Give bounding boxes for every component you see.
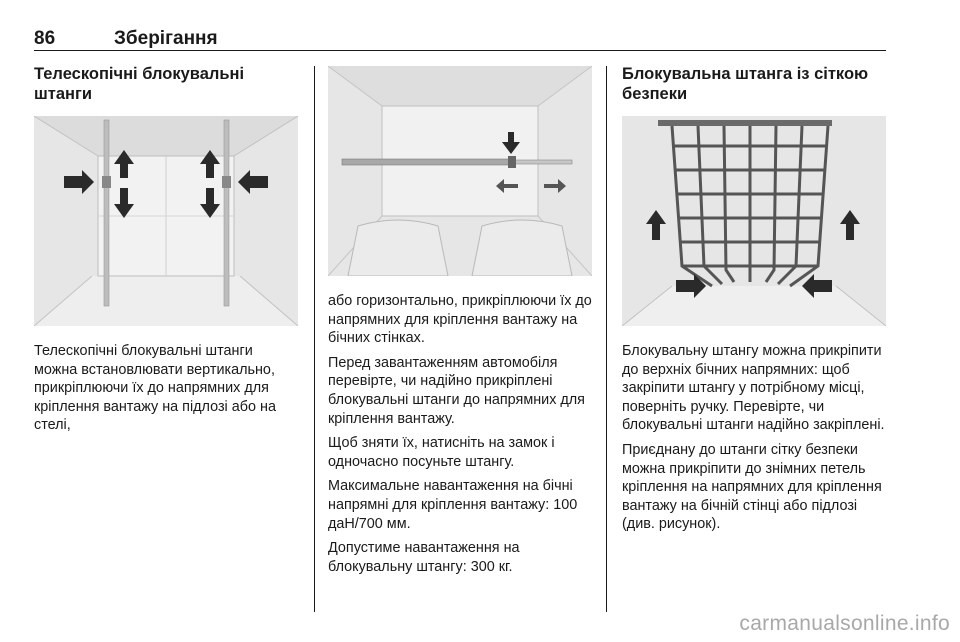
column-1-text (34, 342, 300, 441)
watermark: carmanualsonline.info (739, 612, 950, 635)
column-2-text (328, 292, 596, 582)
section-heading-safety-net: Блокувальна штанга із сіткою безпеки (622, 65, 869, 103)
paragraph: Максимальне навантаження на бічні напрямні для кріплення вантажу: 100 даН/700 мм. (328, 478, 578, 532)
figure-telescopic-bars-vertical (34, 116, 298, 326)
paragraph: Перед завантаженням автомобіля перевірте, чи надійно прикріплені блокувальні штанги до напрямних для кріплення вантажу. (328, 354, 585, 427)
paragraph: Блокувальну штангу можна прикріпити до верхніх бічних напрямних: щоб закріпити штангу у потрібному місці, поверніть ручку. Перевірте, чи блокувальні штанги надійно закріплені. (622, 343, 885, 434)
column-3 (622, 64, 886, 104)
header-divider (34, 50, 886, 51)
paragraph: Допустиме навантаження на блокувальну штангу: 300 кг. (328, 540, 520, 575)
paragraph: або горизонтально, прикріплюючи їх до напрямних для кріплення вантажу на бічних стінках. (328, 293, 592, 347)
column-1 (34, 64, 298, 104)
section-heading-telescopic-bars: Телескопічні блокувальні штанги (34, 65, 245, 103)
paragraph: Телескопічні блокувальні штанги можна встановлювати вертикально, прикріплюючи їх до напрямних для кріплення вантажу на підлозі або на стелі, (34, 343, 276, 434)
paragraph: Приєднану до штанги сітку безпеки можна прикріпити до знімних петель кріплення на напрямних для кріплення вантажу на бічній стінці або підлозі (див. рисунок). (622, 441, 882, 533)
column-3-text (622, 342, 888, 540)
figure-telescopic-bar-horizontal (328, 66, 592, 276)
paragraph: Щоб зняти їх, натисніть на замок і одночасно посуньте штангу. (328, 435, 555, 470)
column-divider-1 (314, 66, 315, 612)
figure-safety-net (622, 116, 886, 326)
page-title: Зберігання (114, 28, 218, 49)
page-number: 86 (34, 28, 56, 49)
page-header (34, 26, 886, 52)
column-divider-2 (606, 66, 607, 612)
